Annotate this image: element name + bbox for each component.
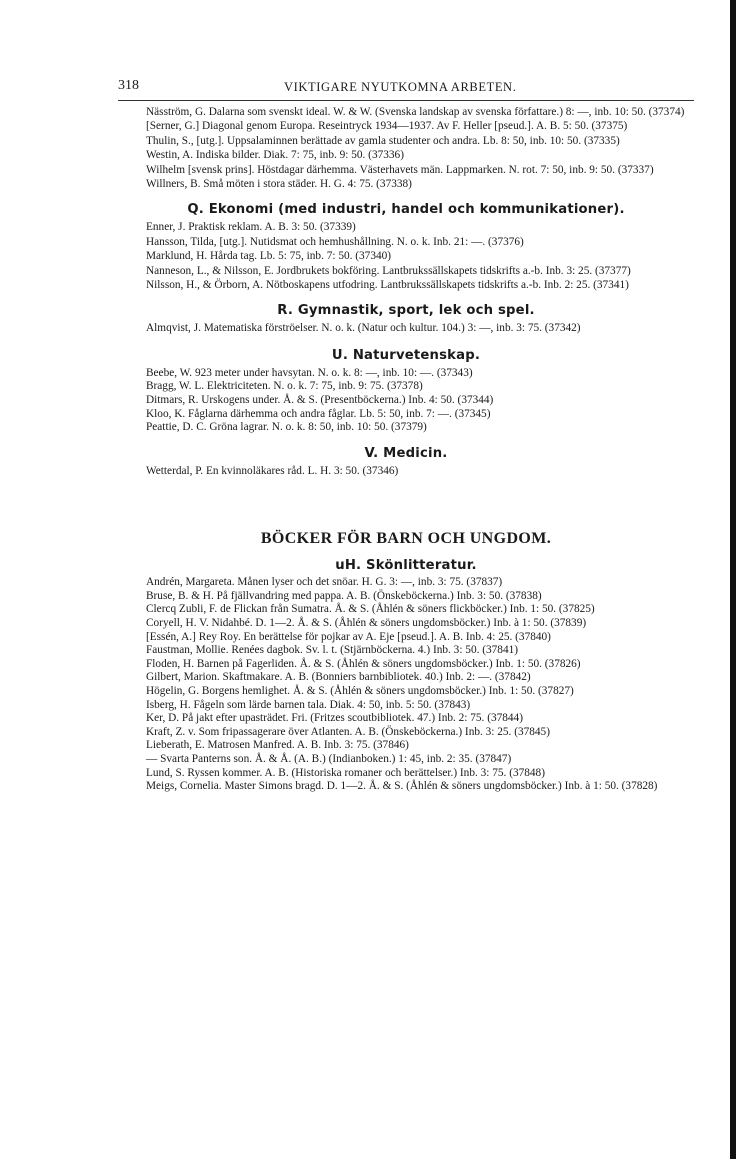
entry-coryell: Coryell, H. V. Nidahbé. D. 1—2. Å. & S. (Åhlén & söners ungdomsböcker.) Inb. à 1: 50. (37839) [146, 617, 587, 630]
entry-kloo: Kloo, K. Fåglarna därhemma och andra fåglar. Lb. 5: 50, inb. 7: —. (37345) [146, 407, 491, 420]
entry-lieberath: Lieberath, E. Matrosen Manfred. A. B. Inb. 3: 75. (37846) [146, 739, 409, 752]
entry-ditmars: Ditmars, R. Urskogens under. Å. & S. (Presentböckerna.) Inb. 4: 50. (37344) [146, 394, 494, 407]
entry-peattie: Peattie, D. C. Gröna lagrar. N. o. k. 8: 50, inb. 10: 50. (37379) [146, 421, 427, 434]
entry-bragg: Bragg, W. L. Elektriciteten. N. o. k. 7: 75, inb. 9: 75. (37378) [146, 380, 423, 393]
entry-westin: Westin, A. Indiska bilder. Diak. 7: 75, inb. 9: 50. (37336) [146, 149, 404, 162]
section-heading-uh: uH. Skönlitteratur. [335, 558, 477, 574]
entry-thulin: Thulin, S., [utg.]. Uppsalaminnen berättade av gamla studenter och andra. Lb. 8: 50, inb. 10: 50. (37335) [146, 134, 620, 147]
page-body [118, 101, 694, 794]
page-header [118, 78, 694, 101]
page-edge-shadow [730, 0, 736, 1159]
entry-lund: Lund, S. Ryssen kommer. A. B. (Historiska romaner och berättelser.) Inb. 3: 75. (37848) [146, 766, 545, 779]
entry-wetterdal: Wetterdal, P. En kvinnoläkares råd. L. H. 3: 50. (37346) [146, 464, 399, 477]
entry-nasstrom: Näsström, G. Dalarna som svenskt ideal. W. & W. (Svenska landskap av svenska författare.) 8: —, inb. 10: 50. (37374) [146, 106, 685, 118]
entry-beebe: Beebe, W. 923 meter under havsytan. N. o. k. 8: —, inb. 10: —. (37343) [146, 366, 473, 379]
entry-nanneson: Nanneson, L., & Nilsson, E. Jordbrukets bokföring. Lantbrukssällskapets tidskrifts a.-b. Inb. 3: 25. (37377) [146, 264, 631, 277]
entry-wilhelm: Wilhelm [svensk prins]. Höstdagar därhemma. Västerhavets män. Lappmarken. N. rot. 7: 50, inb. 9: 50. (37337) [146, 163, 654, 176]
section-heading-r: R. Gymnastik, sport, lek och spel. [277, 303, 535, 319]
main-title: BÖCKER FÖR BARN OCH UNGDOM. [260, 530, 552, 548]
entry-andren: Andrén, Margareta. Månen lyser och det snöar. H. G. 3: —, inb. 3: 75. (37837) [146, 576, 503, 589]
running-title: VIKTIGARE NYUTKOMNA ARBETEN. [284, 80, 517, 94]
entry-kraft: Kraft, Z. v. Som fripassagerare över Atlanten. A. B. (Önskeböckerna.) Inb. 3: 25. (37845) [146, 725, 550, 738]
entry-hansson: Hansson, Tilda, [utg.]. Nutidsmat och hemhushållning. N. o. k. Inb. 21: —. (37376) [146, 235, 524, 248]
entry-marklund: Marklund, H. Hårda tag. Lb. 5: 75, inb. 7: 50. (37340) [146, 250, 392, 263]
entry-hogelin: Högelin, G. Borgens hemlighet. Å. & S. (Åhlén & söners ungdomsböcker.) Inb. 1: 50. (37827) [146, 685, 574, 697]
entry-ker: Ker, D. På jakt efter upasträdet. Fri. (Fritzes scoutbibliotek. 47.) Inb. 2: 75. (37844) [146, 712, 523, 725]
entry-meigs: Meigs, Cornelia. Master Simons bragd. D. 1—2. Å. & S. (Åhlén & söners ungdomsböcker.) Inb. à 1: 50. (37828) [146, 780, 658, 793]
entry-essen: [Essén, A.] Rey Roy. En berättelse för pojkar av A. Eje [pseud.]. A. B. Inb. 4: 25. (37840) [146, 630, 551, 643]
entry-clercq-zubli: Clercq Zubli, F. de Flickan från Sumatra. Å. & S. (Åhlén & söners flickböcker.) Inb. 1: 50. (37825) [146, 603, 595, 616]
page-number: 318 [118, 78, 139, 93]
entry-lieberath-2: — Svarta Panterns son. Å. & Å. (A. B.) (Indianboken.) 1: 45, inb. 2: 35. (37847) [146, 752, 512, 765]
entry-willners: Willners, B. Små möten i stora städer. H. G. 4: 75. (37338) [146, 178, 412, 191]
entry-gilbert: Gilbert, Marion. Skaftmakare. A. B. (Bonniers barnbibliotek. 40.) Inb. 2: —. (37842) [146, 671, 531, 684]
section-heading-q: Q. Ekonomi (med industri, handel och kommunikationer). [187, 202, 625, 218]
section-heading-v: V. Medicin. [364, 445, 448, 461]
entry-bruse: Bruse, B. & H. På fjällvandring med pappa. A. B. (Önskeböckerna.) Inb. 3: 50. (37838) [146, 589, 542, 602]
entry-faustman: Faustman, Mollie. Renées dagbok. Sv. l. t. (Stjärnböckerna. 4.) Inb. 3: 50. (37841) [146, 644, 519, 657]
entry-isberg: Isberg, H. Fågeln som lärde barnen tala. Diak. 4: 50, inb. 5: 50. (37843) [146, 698, 471, 711]
entry-enner: Enner, J. Praktisk reklam. A. B. 3: 50. (37339) [146, 221, 356, 234]
entry-nilsson: Nilsson, H., & Örborn, A. Nötboskapens utfodring. Lantbrukssällskapets tidskrifts a.-b. Inb. 2: 25. (37341) [146, 279, 629, 292]
book-page [118, 78, 694, 794]
entry-floden: Floden, H. Barnen på Fagerliden. Å. & S. (Åhlén & söners ungdomsböcker.) Inb. 1: 50. (37826) [146, 657, 581, 670]
entry-serner: [Serner, G.] Diagonal genom Europa. Reseintryck 1934—1937. Av F. Heller [pseud.]. A. B. 5: 50. (37375) [146, 120, 628, 133]
section-heading-u: U. Naturvetenskap. [331, 347, 481, 363]
entry-almqvist: Almqvist, J. Matematiska förströelser. N. o. k. (Natur och kultur. 104.) 3: —, inb. 3: 75. (37342) [146, 322, 581, 335]
